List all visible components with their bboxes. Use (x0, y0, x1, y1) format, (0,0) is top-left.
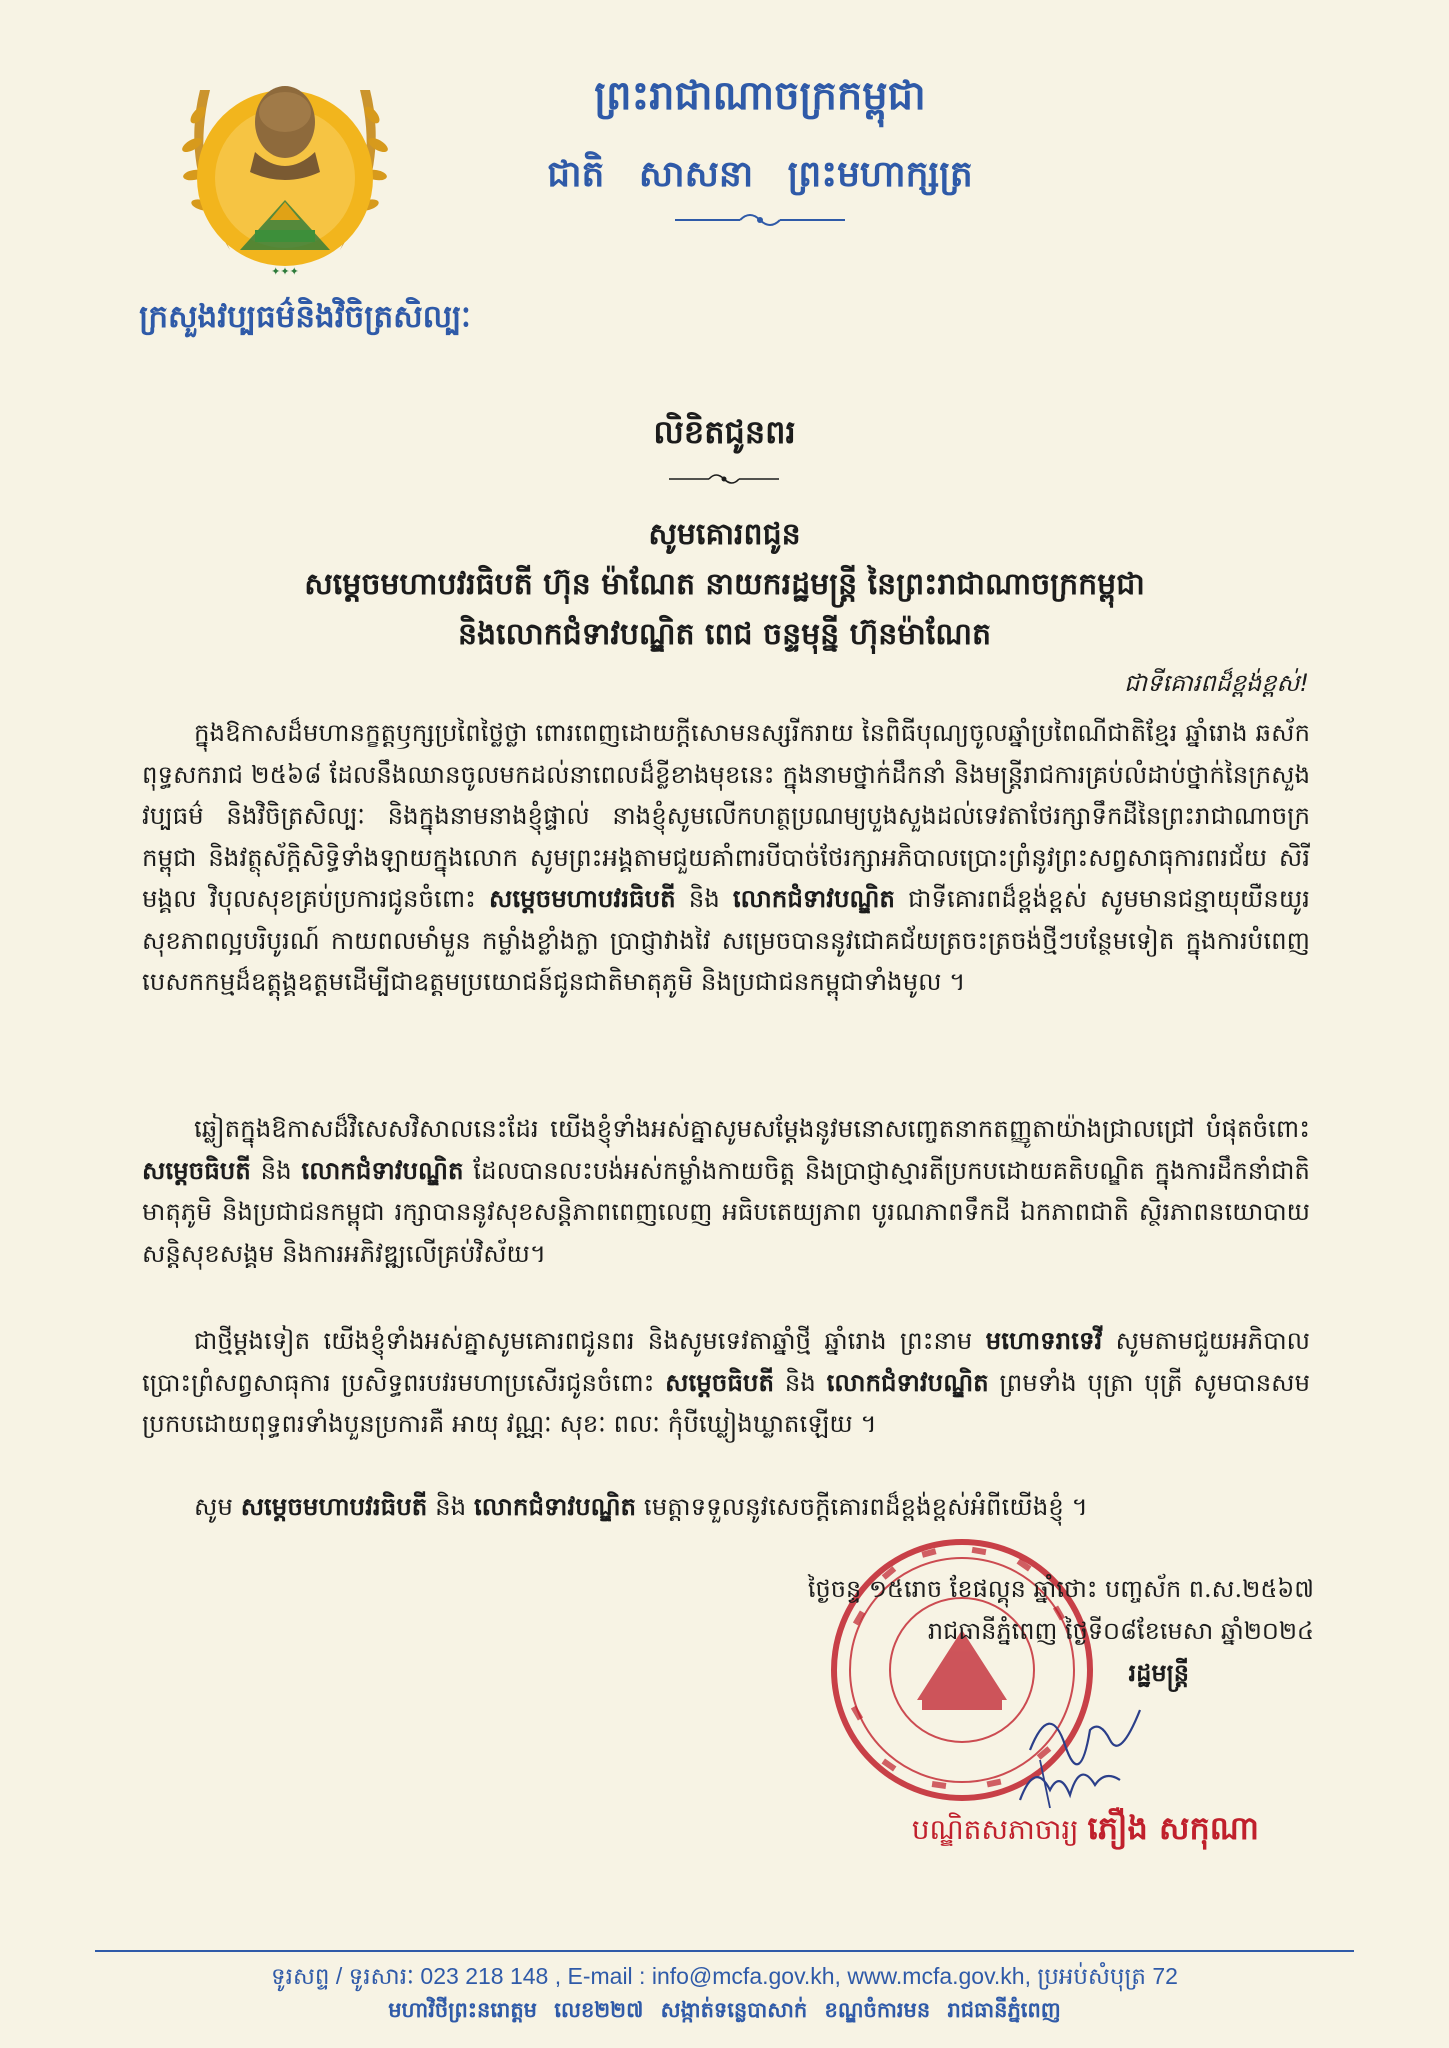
paragraph-1 (142, 712, 1310, 1003)
p2-bold-title-2: លោកជំទាវបណ្ឌិត (301, 1155, 464, 1185)
kingdom-header (500, 70, 1020, 234)
signer-name: ភឿង សកុណា (1087, 1809, 1259, 1847)
signatory-role: រដ្ឋមន្ត្រី (1128, 1658, 1189, 1687)
p1-text-c: និង (688, 884, 720, 913)
footer-contact: ទូរសព្ទ / ទូរសារៈ 023 218 148 , E-mail : info@mcfa.gov.kh, www.mcfa.gov.kh, ប្រអប់សំបុត្រ 72 (271, 1963, 1178, 1989)
title-ornament (664, 470, 784, 492)
signer-title: បណ្ឌិតសភាចារ្យ (911, 1813, 1079, 1846)
p2-text-a: ឆ្លៀតក្នុងឱកាសដ៏វិសេសវិសាលនេះដែរ យើងខ្ញុំទាំងអស់គ្នាសូមសម្តែងនូវមនោសញ្ចេតនាកតញ្ញូតាយ៉ាងជ្រាលជ្រៅ បំផុតចំពោះ (194, 1114, 1310, 1143)
handwritten-signature (1010, 1690, 1150, 1810)
p3-bold-title-2: លោកជំទាវបណ្ឌិត (826, 1367, 989, 1397)
paragraph-3 (142, 1320, 1310, 1445)
p3-text-c: សូមតាមជួយអភិបាលប្រោះព្រំសព្វសាធុការ ប្រសិទ្ធពរបវរមហាប្រសើរជូនចំពោះ (142, 1326, 1310, 1397)
solar-date: រាជធានីភ្នំពេញ ថ្ងៃទី០៨ខែមេសា ឆ្នាំ២០២៤ (927, 1617, 1314, 1645)
national-motto: ជាតិ សាសនា ព្រះមហាក្សត្រ (547, 154, 973, 195)
p2-bold-title-1: សម្តេចធិបតី (142, 1155, 251, 1185)
signature-block (808, 1568, 1314, 1694)
p3-text-e: ព្រមទាំង បុត្រា បុត្រី សូមបានសមប្រកបដោយពុទ្ធពរទាំងបួនប្រការគឺ អាយុ វណ្ណៈ សុខៈ ពលៈ កុំបីឃ្លៀងឃ្លាតឡើយ ។ (142, 1367, 1311, 1438)
header-ornament (500, 210, 1020, 234)
p4-text-a: សូម (194, 1492, 233, 1521)
p2-text-d: ដែលបានលះបង់អស់កម្លាំងកាយចិត្ត និងប្រាជ្ញាស្មារតីប្រកបដោយគតិបណ្ឌិត ក្នុងការដឹកនាំជាតិមាតុភូមិ និងប្រជាជនកម្ពុជា រក្សាបាននូវសុខសន្តិភាពពេញលេញ អធិបតេយ្យភាព បូរណភាពទឹកដី ឯកភាពជាតិ ស្ថិរភាពនយោបាយ សន្តិសុខសង្គម និងការអភិវឌ្ឍលើគ្រប់វិស័យ។ (142, 1155, 1310, 1268)
kingdom-name: ព្រះរាជាណាចក្រកម្ពុជា (594, 73, 926, 119)
recipient-block (0, 510, 1449, 660)
p4-text-c: និង (435, 1492, 467, 1521)
svg-text:✦✦✦: ✦✦✦ (271, 265, 299, 278)
p1-bold-title-1: សម្តេចមហាបវរធិបតី (489, 884, 676, 913)
paragraph-2 (142, 1108, 1310, 1274)
p3-text-d: និង (784, 1367, 816, 1397)
p4-bold-title-1: សម្តេចមហាបវរធិបតី (240, 1492, 428, 1521)
recipient-prime-minister: សម្តេចមហាបវរធិបតី ហ៊ុន ម៉ាណែត នាយករដ្ឋមន្រ្តី នៃព្រះរាជាណាចក្រកម្ពុជា (304, 567, 1145, 602)
footer-divider (95, 1950, 1354, 1952)
p3-bold-title-1: សម្តេចធិបតី (665, 1367, 775, 1397)
document-title: លិខិតជូនពរ (653, 413, 796, 451)
lunar-date: ថ្ងៃចន្ទ ១៥រោច ខែផល្គុន ឆ្នាំថោះ បញ្ចស័ក ព.ស.២៥៦៧ (807, 1575, 1314, 1603)
footer (0, 1958, 1449, 2026)
ministry-name: ក្រសួងវប្បធម៌និងវិចិត្រសិល្បៈ (139, 299, 471, 335)
salutation: ជាទីគោរពដ៏ខ្ពង់ខ្ពស់! (1124, 669, 1309, 697)
paragraph-4 (142, 1486, 1310, 1528)
p3-bold-deity: មហោទរាទេវី (985, 1326, 1103, 1355)
p1-text-d: ជាទីគោរពដ៏ខ្ពង់ខ្ពស់ សូមមានជន្មាយុយឺនយូរ សុខភាពល្អបរិបូរណ៍ កាយពលមាំមួន កម្លាំងខ្លាំងក្លា ប្រាជ្ញាវាងវៃ សម្រេចបាននូវជោគជ័យត្រចះត្រចង់ថ្មីៗបន្ថែមទៀត ក្នុងការបំពេញបេសកកម្មដ៏ឧត្តុង្គឧត្តមដើម្បីជាឧត្តមប្រយោជន៍ជូនជាតិមាតុភូមិ និងប្រជាជនកម្ពុជាទាំងមូល ។ (142, 884, 1310, 996)
p1-bold-title-2: លោកជំទាវបណ្ឌិត (732, 884, 895, 913)
p1-text-a: ក្នុងឱកាសដ៏មហានក្ខត្តឫក្សប្រពៃថ្លៃថ្លា ពោរពេញដោយក្តីសោមនស្សរីករាយ នៃពិធីបុណ្យចូលឆ្នាំប្រពៃណីជាតិខ្មែរ ឆ្នាំរោង ឆស័ក ពុទ្ធសករាជ ២៥៦៨ ដែលនឹងឈានចូលមកដល់នាពេលដ៏ខ្លីខាងមុខនេះ ក្នុងនាមថ្នាក់ដឹកនាំ និងមន្ត្រីរាជការគ្រប់លំដាប់ថ្នាក់នៃក្រសួងវប្បធម៌ និងវិចិត្រសិល្បៈ និងក្នុងនាមនាងខ្ញុំផ្ទាល់ នាងខ្ញុំសូមលើកហត្ថប្រណម្យបួងសួងដល់ទេវតាថែរក្សាទឹកដីនៃព្រះរាជាណាចក្រកម្ពុជា និងវត្ថុស័ក្តិសិទ្ធិទាំងឡាយក្នុងលោក សូមព្រះអង្គតាមជួយគាំពារបីបាច់ថែរក្សាអភិបាលប្រោះព្រំនូវព្រះសព្វសាធុការពរជ័យ សិរីមង្គល វិបុលសុខគ្រប់ប្រការជូនចំពោះ (142, 718, 1310, 913)
p4-bold-title-2: លោកជំទាវបណ្ឌិត (474, 1492, 637, 1521)
p2-text-c: និង (260, 1155, 292, 1185)
recipient-greeting: សូមគោរពជូន (648, 517, 801, 552)
footer-address: មហាវិថីព្រះនរោត្តម លេខ២២៧ សង្កាត់ទន្លេបាសាក់ ខណ្ឌចំការមន រាជធានីភ្នំពេញ (388, 1998, 1061, 2022)
ministry-logo (170, 60, 400, 290)
recipient-spouse: និងលោកជំទាវបណ្ឌិត ពេជ ចន្ទមុន្នី ហ៊ុនម៉ាណែត (457, 617, 992, 652)
p3-text-a: ជាថ្មីម្តងទៀត យើងខ្ញុំទាំងអស់គ្នាសូមគោរពជូនពរ និងសូមទេវតាឆ្នាំថ្មី ឆ្នាំរោង ព្រះនាម (194, 1326, 973, 1355)
signer (912, 1808, 1259, 1855)
p4-text-d: មេត្តាទទួលនូវសេចក្តីគោរពដ៏ខ្ពង់ខ្ពស់អំពីយើងខ្ញុំ ។ (643, 1492, 1088, 1521)
